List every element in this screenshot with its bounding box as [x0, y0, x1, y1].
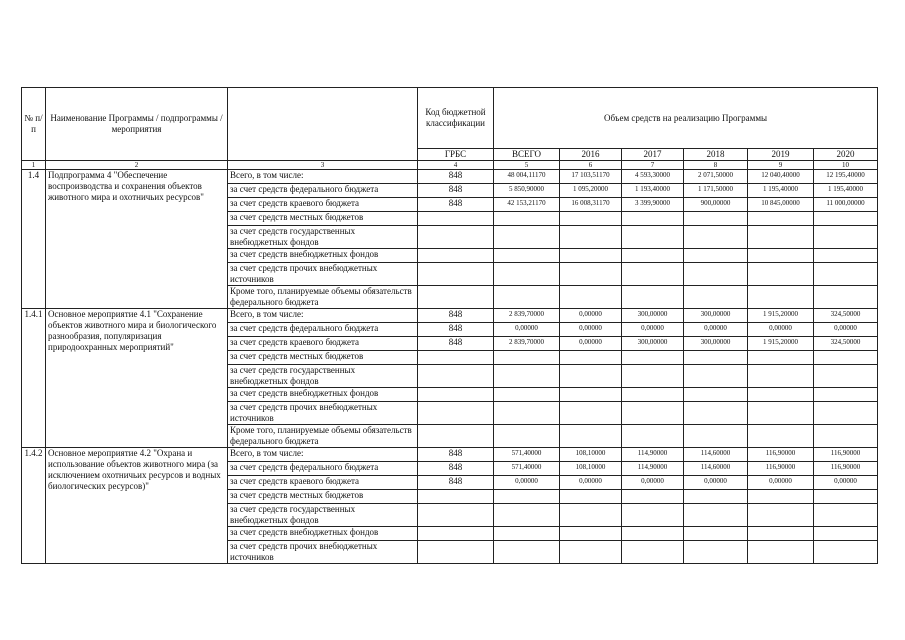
year-amount	[622, 286, 684, 309]
year-amount	[684, 249, 748, 263]
header-year: 2018	[684, 149, 748, 161]
year-amount	[748, 504, 814, 527]
year-amount: 114,60000	[684, 448, 748, 462]
year-amount	[814, 286, 878, 309]
funding-source-label: за счет средств государственных внебюджетных фондов	[228, 365, 418, 388]
year-amount	[748, 541, 814, 564]
grbs-code: 848	[418, 337, 494, 351]
year-amount: 1 195,40000	[814, 184, 878, 198]
year-amount	[684, 388, 748, 402]
budget-table	[21, 87, 878, 564]
header-num: № п/п	[22, 88, 46, 161]
header-year: 2019	[748, 149, 814, 161]
total-amount	[494, 425, 560, 448]
grbs-code	[418, 425, 494, 448]
funding-source-label: за счет средств федерального бюджета	[228, 323, 418, 337]
total-amount: 571,40000	[494, 448, 560, 462]
year-amount: 0,00000	[560, 476, 622, 490]
header-year: 2020	[814, 149, 878, 161]
funding-source-label: за счет средств прочих внебюджетных источников	[228, 402, 418, 425]
year-amount	[814, 504, 878, 527]
year-amount	[814, 365, 878, 388]
section-name: Основное мероприятие 4.2 "Охрана и использование объектов животного мира (за исключением охотничьих ресурсов и водных биологических ресурсов)"	[46, 448, 228, 564]
section-number: 1.4.2	[22, 448, 46, 564]
year-amount	[560, 249, 622, 263]
total-amount	[494, 249, 560, 263]
table-row	[22, 309, 878, 323]
year-amount: 12 195,40000	[814, 170, 878, 184]
year-amount: 116,90000	[814, 448, 878, 462]
year-amount	[622, 541, 684, 564]
grbs-code	[418, 527, 494, 541]
header-grbs: ГРБС	[418, 149, 494, 161]
year-amount	[684, 351, 748, 365]
funding-source-label: за счет средств краевого бюджета	[228, 198, 418, 212]
year-amount	[560, 226, 622, 249]
year-amount: 0,00000	[622, 323, 684, 337]
year-amount	[622, 504, 684, 527]
year-amount	[748, 425, 814, 448]
grbs-code: 848	[418, 462, 494, 476]
year-amount	[684, 365, 748, 388]
year-amount	[814, 249, 878, 263]
year-amount	[684, 212, 748, 226]
year-amount: 114,60000	[684, 462, 748, 476]
grbs-code	[418, 504, 494, 527]
column-number: 10	[814, 161, 878, 170]
header-year: 2016	[560, 149, 622, 161]
column-number: 1	[22, 161, 46, 170]
year-amount: 0,00000	[748, 323, 814, 337]
total-amount: 571,40000	[494, 462, 560, 476]
grbs-code: 848	[418, 198, 494, 212]
year-amount	[622, 425, 684, 448]
funding-source-label: за счет средств федерального бюджета	[228, 184, 418, 198]
year-amount: 10 845,00000	[748, 198, 814, 212]
year-amount: 300,00000	[622, 309, 684, 323]
year-amount: 116,90000	[748, 448, 814, 462]
total-amount	[494, 402, 560, 425]
year-amount	[814, 351, 878, 365]
year-amount	[560, 212, 622, 226]
column-number: 9	[748, 161, 814, 170]
column-number: 2	[46, 161, 228, 170]
year-amount	[684, 527, 748, 541]
year-amount	[684, 286, 748, 309]
year-amount	[560, 365, 622, 388]
grbs-code: 848	[418, 476, 494, 490]
grbs-code	[418, 541, 494, 564]
year-amount	[622, 402, 684, 425]
total-amount: 42 153,21170	[494, 198, 560, 212]
grbs-code	[418, 286, 494, 309]
year-amount	[748, 402, 814, 425]
funding-source-label: Всего, в том числе:	[228, 309, 418, 323]
total-amount: 2 839,70000	[494, 337, 560, 351]
year-amount	[684, 226, 748, 249]
year-amount: 0,00000	[748, 476, 814, 490]
total-amount	[494, 541, 560, 564]
year-amount: 0,00000	[814, 476, 878, 490]
year-amount: 1 171,50000	[684, 184, 748, 198]
year-amount	[748, 351, 814, 365]
year-amount	[560, 263, 622, 286]
year-amount	[684, 541, 748, 564]
year-amount: 300,00000	[622, 337, 684, 351]
section-name: Основное мероприятие 4.1 "Сохранение объектов животного мира и биологического разнообразия, популяризация природоохранных мероприятий"	[46, 309, 228, 448]
year-amount	[684, 490, 748, 504]
grbs-code	[418, 402, 494, 425]
funding-source-label: за счет средств местных бюджетов	[228, 490, 418, 504]
funding-source-label: за счет средств внебюджетных фондов	[228, 527, 418, 541]
year-amount: 1 915,20000	[748, 337, 814, 351]
year-amount	[684, 425, 748, 448]
total-amount	[494, 490, 560, 504]
header-source	[228, 88, 418, 161]
year-amount	[748, 226, 814, 249]
year-amount: 0,00000	[684, 323, 748, 337]
total-amount	[494, 365, 560, 388]
grbs-code: 848	[418, 170, 494, 184]
year-amount	[560, 541, 622, 564]
year-amount	[748, 365, 814, 388]
year-amount	[560, 490, 622, 504]
year-amount	[814, 263, 878, 286]
table-row	[22, 448, 878, 462]
header-name: Наименование Программы / подпрограммы / мероприятия	[46, 88, 228, 161]
table-row	[22, 170, 878, 184]
grbs-code	[418, 351, 494, 365]
year-amount: 0,00000	[560, 309, 622, 323]
year-amount	[560, 351, 622, 365]
grbs-code	[418, 212, 494, 226]
year-amount	[560, 388, 622, 402]
year-amount: 108,10000	[560, 462, 622, 476]
year-amount	[814, 402, 878, 425]
header-total: ВСЕГО	[494, 149, 560, 161]
grbs-code	[418, 490, 494, 504]
year-amount	[814, 388, 878, 402]
year-amount	[622, 365, 684, 388]
year-amount: 1 193,40000	[622, 184, 684, 198]
year-amount: 116,90000	[814, 462, 878, 476]
total-amount	[494, 226, 560, 249]
year-amount	[622, 490, 684, 504]
total-amount	[494, 263, 560, 286]
year-amount: 17 103,51170	[560, 170, 622, 184]
funding-source-label: Кроме того, планируемые объемы обязательств федерального бюджета	[228, 425, 418, 448]
grbs-code	[418, 365, 494, 388]
year-amount	[814, 490, 878, 504]
year-amount	[622, 226, 684, 249]
year-amount: 1 195,40000	[748, 184, 814, 198]
year-amount	[814, 541, 878, 564]
year-amount: 4 593,30000	[622, 170, 684, 184]
year-amount	[622, 263, 684, 286]
column-number: 6	[560, 161, 622, 170]
year-amount	[560, 286, 622, 309]
year-amount	[748, 263, 814, 286]
year-amount	[622, 212, 684, 226]
year-amount: 300,00000	[684, 309, 748, 323]
grbs-code: 848	[418, 309, 494, 323]
year-amount	[748, 249, 814, 263]
year-amount: 0,00000	[560, 323, 622, 337]
year-amount	[748, 388, 814, 402]
column-number: 7	[622, 161, 684, 170]
funding-source-label: за счет средств внебюджетных фондов	[228, 388, 418, 402]
column-number: 4	[418, 161, 494, 170]
funding-source-label: за счет средств прочих внебюджетных источников	[228, 541, 418, 564]
year-amount	[814, 527, 878, 541]
total-amount: 48 004,11170	[494, 170, 560, 184]
year-amount	[748, 490, 814, 504]
grbs-code: 848	[418, 448, 494, 462]
total-amount	[494, 212, 560, 226]
header-volume: Объем средств на реализацию Программы	[494, 88, 878, 149]
year-amount	[622, 351, 684, 365]
column-number: 8	[684, 161, 748, 170]
year-amount	[748, 286, 814, 309]
section-number: 1.4	[22, 170, 46, 309]
grbs-code	[418, 226, 494, 249]
year-amount	[814, 226, 878, 249]
year-amount: 16 008,31170	[560, 198, 622, 212]
total-amount: 0,00000	[494, 323, 560, 337]
funding-source-label: Всего, в том числе:	[228, 448, 418, 462]
year-amount: 114,90000	[622, 462, 684, 476]
year-amount: 324,50000	[814, 309, 878, 323]
year-amount: 108,10000	[560, 448, 622, 462]
grbs-code	[418, 388, 494, 402]
total-amount: 5 850,90000	[494, 184, 560, 198]
year-amount	[748, 212, 814, 226]
year-amount: 11 000,00000	[814, 198, 878, 212]
year-amount: 12 040,40000	[748, 170, 814, 184]
year-amount	[814, 425, 878, 448]
grbs-code	[418, 249, 494, 263]
total-amount	[494, 527, 560, 541]
year-amount: 0,00000	[622, 476, 684, 490]
total-amount	[494, 286, 560, 309]
year-amount	[560, 527, 622, 541]
year-amount	[622, 249, 684, 263]
year-amount	[684, 263, 748, 286]
year-amount	[560, 402, 622, 425]
column-number: 5	[494, 161, 560, 170]
funding-source-label: за счет средств краевого бюджета	[228, 337, 418, 351]
funding-source-label: Всего, в том числе:	[228, 170, 418, 184]
year-amount: 114,90000	[622, 448, 684, 462]
funding-source-label: за счет средств внебюджетных фондов	[228, 249, 418, 263]
year-amount: 1 915,20000	[748, 309, 814, 323]
year-amount	[622, 388, 684, 402]
funding-source-label: за счет средств государственных внебюджетных фондов	[228, 226, 418, 249]
column-number: 3	[228, 161, 418, 170]
grbs-code	[418, 263, 494, 286]
year-amount: 0,00000	[560, 337, 622, 351]
funding-source-label: за счет средств краевого бюджета	[228, 476, 418, 490]
total-amount	[494, 351, 560, 365]
total-amount	[494, 388, 560, 402]
section-name: Подпрограмма 4 "Обеспечение воспроизводства и сохранения объектов животного мира и охотничьих ресурсов"	[46, 170, 228, 309]
funding-source-label: за счет средств местных бюджетов	[228, 212, 418, 226]
funding-source-label: за счет средств прочих внебюджетных источников	[228, 263, 418, 286]
year-amount	[748, 527, 814, 541]
year-amount: 1 095,20000	[560, 184, 622, 198]
funding-source-label: за счет средств федерального бюджета	[228, 462, 418, 476]
year-amount	[560, 504, 622, 527]
year-amount: 2 071,50000	[684, 170, 748, 184]
year-amount: 900,00000	[684, 198, 748, 212]
grbs-code: 848	[418, 323, 494, 337]
year-amount	[814, 212, 878, 226]
year-amount	[684, 504, 748, 527]
header-row	[22, 88, 878, 149]
total-amount: 2 839,70000	[494, 309, 560, 323]
column-number-row	[22, 161, 878, 170]
year-amount: 300,00000	[684, 337, 748, 351]
grbs-code: 848	[418, 184, 494, 198]
year-amount: 0,00000	[684, 476, 748, 490]
year-amount: 0,00000	[814, 323, 878, 337]
year-amount	[560, 425, 622, 448]
funding-source-label: Кроме того, планируемые объемы обязательств федерального бюджета	[228, 286, 418, 309]
total-amount	[494, 504, 560, 527]
header-code: Код бюджетной классификации	[418, 88, 494, 149]
header-year: 2017	[622, 149, 684, 161]
year-amount	[622, 527, 684, 541]
year-amount: 3 399,90000	[622, 198, 684, 212]
year-amount: 116,90000	[748, 462, 814, 476]
year-amount	[684, 402, 748, 425]
funding-source-label: за счет средств местных бюджетов	[228, 351, 418, 365]
section-number: 1.4.1	[22, 309, 46, 448]
funding-source-label: за счет средств государственных внебюджетных фондов	[228, 504, 418, 527]
total-amount: 0,00000	[494, 476, 560, 490]
year-amount: 324,50000	[814, 337, 878, 351]
